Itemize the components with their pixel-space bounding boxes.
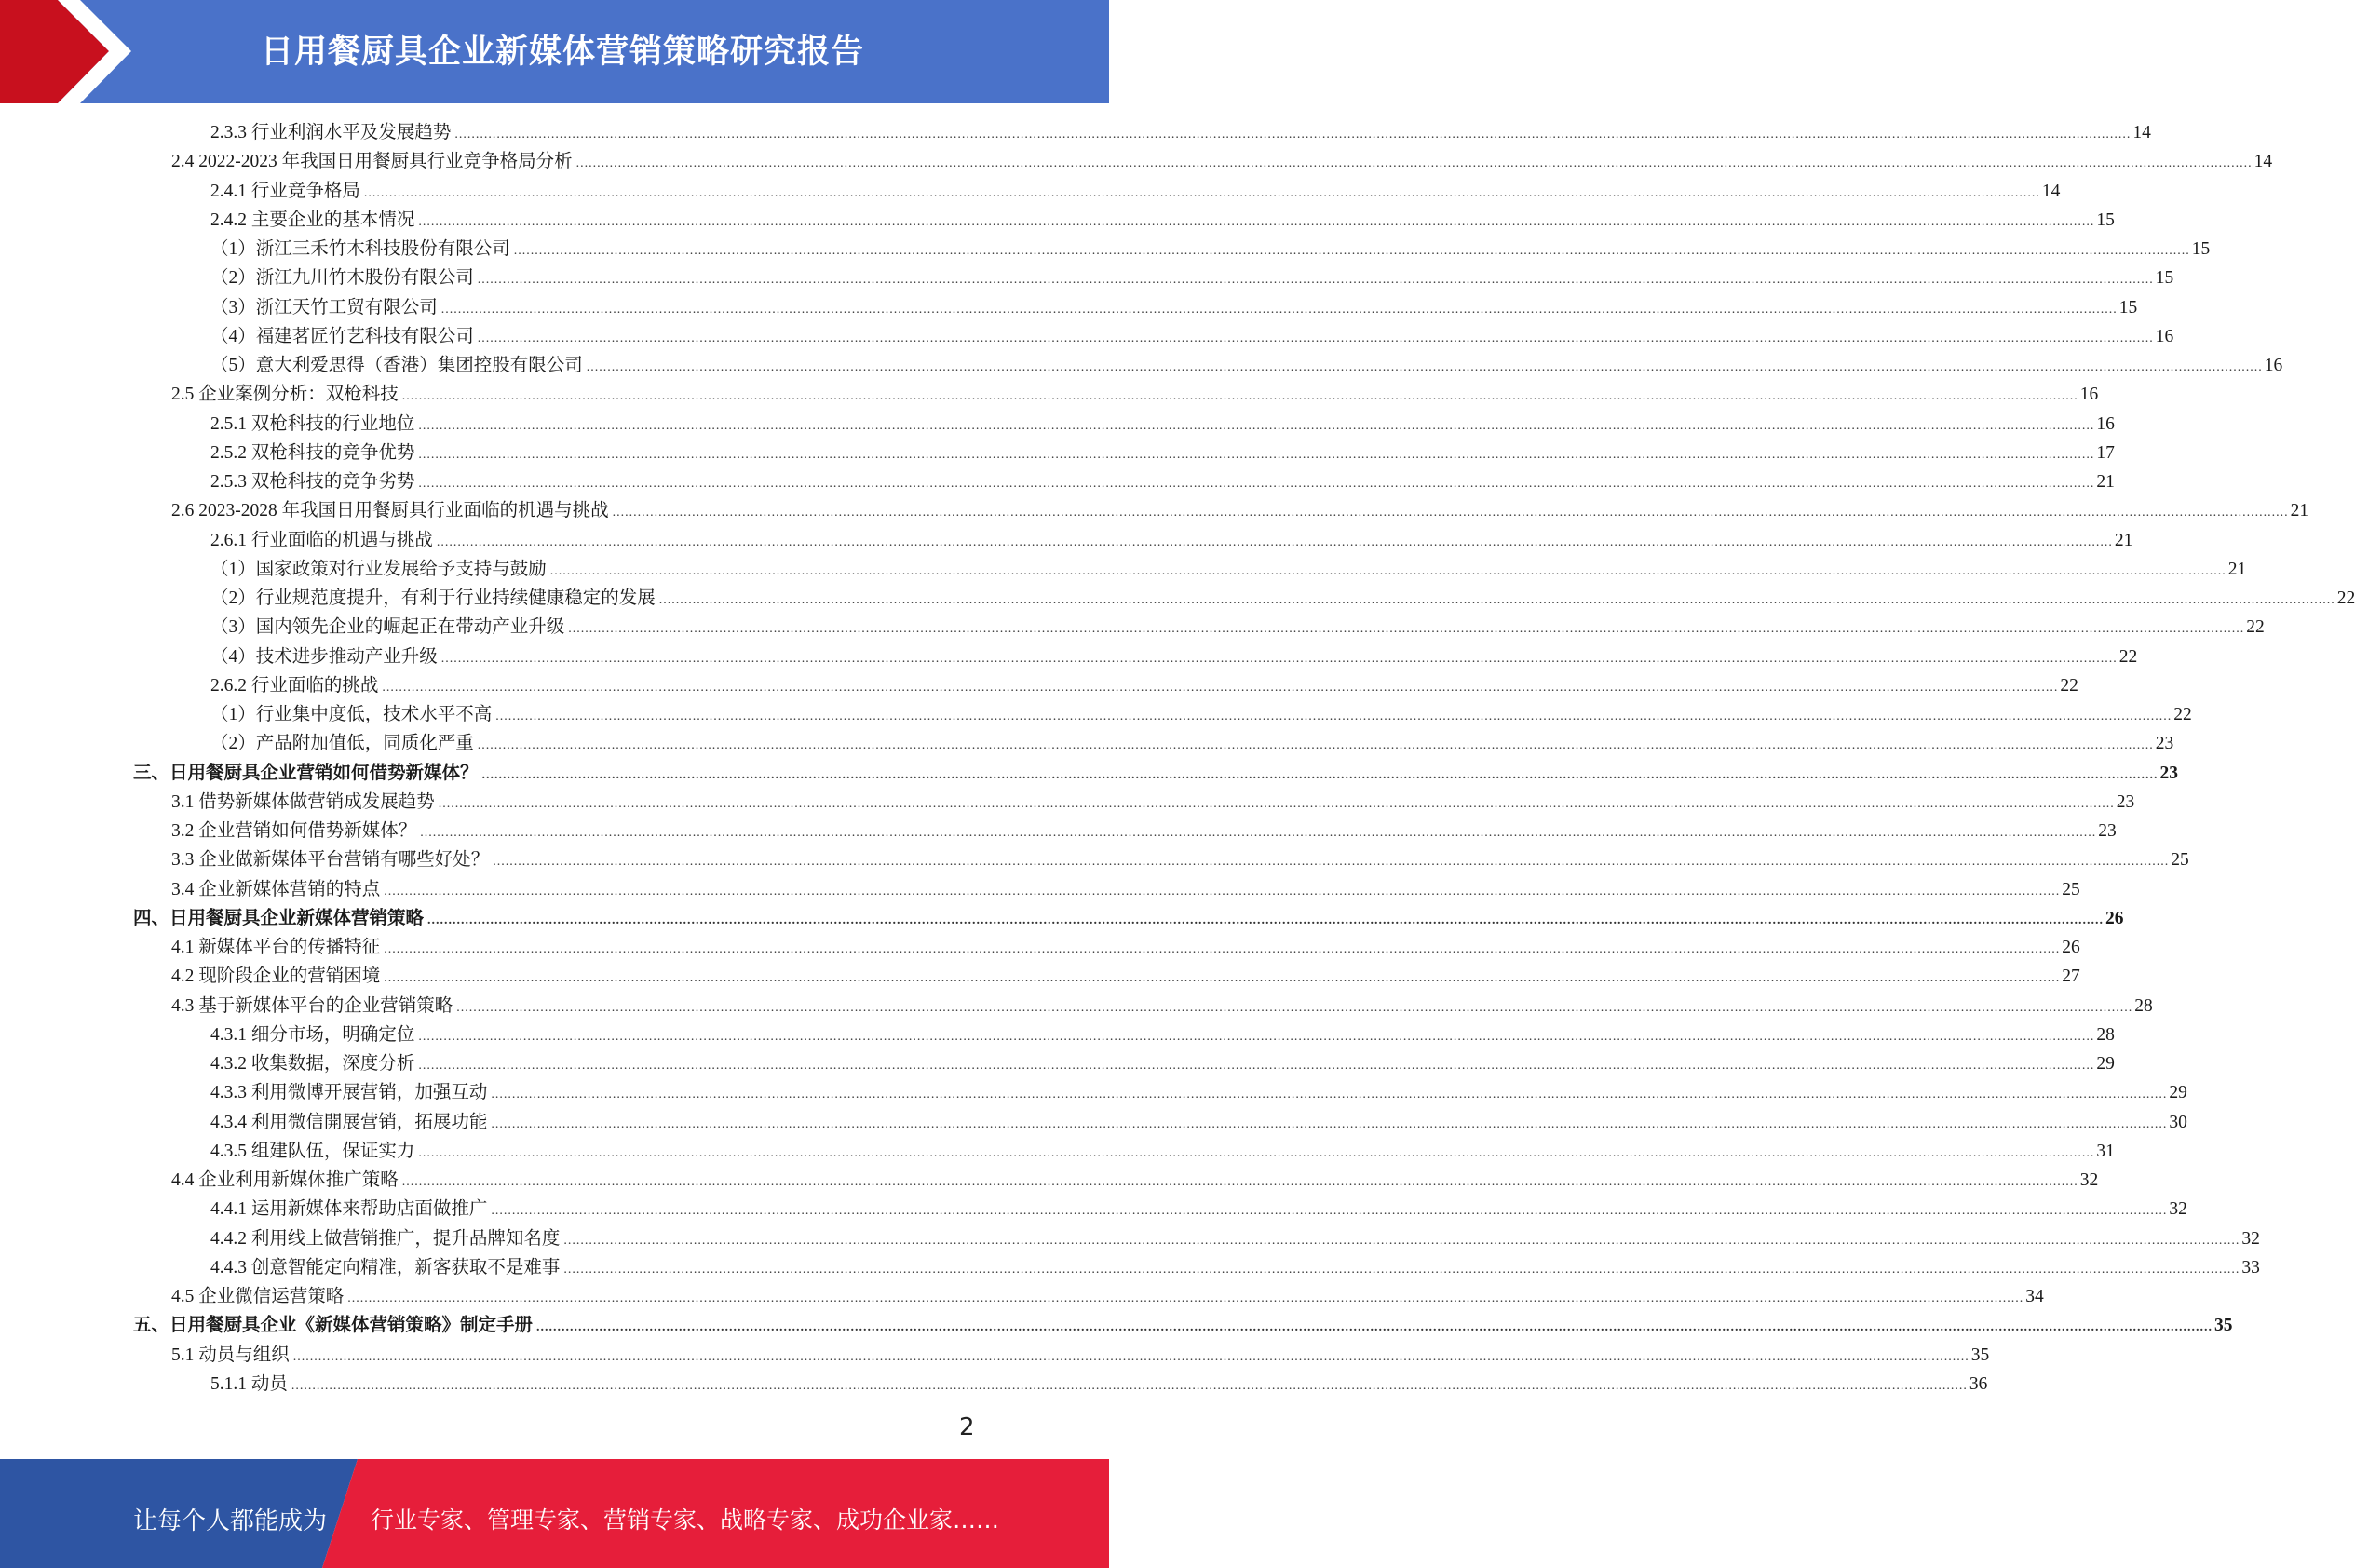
toc-entry-page: 36 bbox=[1969, 1374, 1988, 1394]
toc-entry-title: 2.6 2023-2028 年我国日用餐厨具行业面临的机遇与挑战 bbox=[171, 501, 609, 520]
toc-leader-dots: ................................................................................................................................................................................................................................................................................................................................................................................................................ bbox=[401, 1175, 2078, 1189]
toc-entry-page: 15 bbox=[2155, 268, 2174, 288]
toc-entry-title: 4.3.5 组建队伍，保证实力 bbox=[210, 1142, 415, 1161]
toc-entry[interactable] bbox=[171, 1341, 1990, 1370]
toc-entry-page: 15 bbox=[2118, 298, 2138, 318]
toc-entry-page: 25 bbox=[2062, 880, 2080, 899]
toc-leader-dots: ................................................................................................................................................................................................................................................................................................................................................................................................................ bbox=[384, 942, 2061, 956]
toc-leader-dots: ................................................................................................................................................................................................................................................................................................................................................................................................................ bbox=[549, 564, 2226, 578]
header-banner bbox=[0, 0, 1109, 103]
toc-entry-title: 3.1 借势新媒体做营销成发展趋势 bbox=[171, 792, 435, 812]
toc-entry-page: 23 bbox=[2159, 764, 2179, 783]
toc-entry-title: 2.5 企业案例分析：双枪科技 bbox=[171, 385, 399, 404]
toc-entry-page: 31 bbox=[2096, 1142, 2115, 1161]
toc-entry-title: 2.5.3 双枪科技的竞争劣势 bbox=[210, 472, 415, 492]
toc-leader-dots: ................................................................................................................................................................................................................................................................................................................................................................................................................ bbox=[568, 622, 2245, 636]
toc-entry-title: 4.4.2 利用线上做营销推广，提升品牌知名度 bbox=[210, 1229, 561, 1249]
toc-entry[interactable] bbox=[210, 1137, 2115, 1166]
toc-entry-page: 16 bbox=[2155, 327, 2174, 346]
toc-entry-title: 4.4 企业利用新媒体推广策略 bbox=[171, 1170, 399, 1190]
toc-entry-page: 16 bbox=[2079, 385, 2099, 404]
toc-entry[interactable] bbox=[171, 875, 2080, 904]
toc-entry[interactable] bbox=[171, 496, 2309, 525]
toc-leader-dots: ................................................................................................................................................................................................................................................................................................................................................................................................................ bbox=[491, 1088, 2168, 1102]
toc-entry[interactable] bbox=[210, 526, 2133, 555]
toc-leader-dots: ................................................................................................................................................................................................................................................................................................................................................................................................................ bbox=[291, 1379, 1968, 1393]
toc-entry[interactable] bbox=[210, 206, 2115, 235]
toc-entry-page: 15 bbox=[2191, 239, 2211, 259]
toc-entry-title: （3）浙江天竹工贸有限公司 bbox=[210, 298, 438, 318]
toc-leader-dots: ................................................................................................................................................................................................................................................................................................................................................................................................................ bbox=[292, 1350, 1969, 1364]
toc-leader-dots: ................................................................................................................................................................................................................................................................................................................................................................................................................ bbox=[418, 477, 2095, 491]
toc-entry[interactable] bbox=[133, 904, 2124, 933]
toc-entry-title: 2.5.1 双枪科技的行业地位 bbox=[210, 414, 415, 434]
toc-entry[interactable] bbox=[171, 1282, 2044, 1311]
toc-entry-title: 4.4.3 创意智能定向精准，新客获取不是难事 bbox=[210, 1258, 561, 1277]
toc-entry[interactable] bbox=[171, 845, 2189, 874]
toc-leader-dots: ................................................................................................................................................................................................................................................................................................................................................................................................................ bbox=[477, 738, 2154, 752]
toc-leader-dots: ................................................................................................................................................................................................................................................................................................................................................................................................................ bbox=[456, 1001, 2133, 1015]
footer-slogan-left: 让每个人都能成为 bbox=[133, 1507, 328, 1535]
toc-leader-dots: ................................................................................................................................................................................................................................................................................................................................................................................................................ bbox=[418, 1059, 2095, 1073]
toc-leader-dots: ................................................................................................................................................................................................................................................................................................................................................................................................................ bbox=[454, 128, 2132, 142]
toc-entry[interactable] bbox=[210, 439, 2115, 467]
toc-leader-dots: ................................................................................................................................................................................................................................................................................................................................................................................................................ bbox=[384, 885, 2061, 899]
toc-entry[interactable] bbox=[210, 729, 2174, 758]
toc-entry-page: 33 bbox=[2241, 1258, 2260, 1277]
toc-leader-dots: ................................................................................................................................................................................................................................................................................................................................................................................................................ bbox=[440, 652, 2118, 666]
chevron-arrow-icon bbox=[0, 0, 149, 103]
toc-entry[interactable] bbox=[210, 1078, 2187, 1107]
toc-leader-dots: ................................................................................................................................................................................................................................................................................................................................................................................................................ bbox=[586, 360, 2263, 374]
toc-entry-page: 22 bbox=[2246, 617, 2265, 637]
toc-entry-title: （1）浙江三禾竹木科技股份有限公司 bbox=[210, 239, 510, 259]
toc-entry-page: 22 bbox=[2336, 588, 2355, 608]
toc-entry[interactable] bbox=[210, 1049, 2115, 1078]
toc-entry[interactable] bbox=[171, 147, 2273, 176]
toc-entry[interactable] bbox=[133, 759, 2179, 788]
toc-entry-title: （1）国家政策对行业发展给予支持与鼓励 bbox=[210, 560, 547, 579]
toc-entry-title: 2.4.2 主要企业的基本情况 bbox=[210, 210, 415, 230]
toc-entry-title: 2.5.2 双枪科技的竞争优势 bbox=[210, 443, 415, 463]
toc-leader-dots: ................................................................................................................................................................................................................................................................................................................................................................................................................ bbox=[418, 419, 2095, 433]
toc-entry-title: （3）国内领先企业的崛起正在带动产业升级 bbox=[210, 617, 565, 637]
toc-entry-title: （1）行业集中度低，技术水平不高 bbox=[210, 705, 493, 724]
toc-entry[interactable] bbox=[210, 584, 2355, 613]
toc-entry-page: 16 bbox=[2264, 356, 2283, 375]
toc-entry-title: 三、日用餐厨具企业营销如何借势新媒体？ bbox=[133, 764, 479, 783]
toc-leader-dots: ................................................................................................................................................................................................................................................................................................................................................................................................................ bbox=[563, 1234, 2240, 1248]
toc-entry-title: 五、日用餐厨具企业《新媒体营销策略》制定手册 bbox=[133, 1316, 534, 1335]
toc-entry-page: 28 bbox=[2134, 996, 2153, 1016]
toc-entry[interactable] bbox=[210, 467, 2115, 496]
toc-entry-page: 23 bbox=[2116, 792, 2135, 812]
toc-entry-title: 2.6.2 行业面临的挑战 bbox=[210, 676, 379, 696]
toc-entry-page: 25 bbox=[2171, 850, 2189, 870]
toc-leader-dots: ................................................................................................................................................................................................................................................................................................................................................................................................................ bbox=[491, 1204, 2168, 1218]
toc-entry-title: 2.3.3 行业利润水平及发展趋势 bbox=[210, 123, 452, 142]
toc-entry-title: 四、日用餐厨具企业新媒体营销策略 bbox=[133, 909, 425, 928]
report-title: 日用餐厨具企业新媒体营销策略研究报告 bbox=[261, 34, 865, 71]
toc-entry[interactable] bbox=[210, 700, 2192, 729]
toc-entry[interactable] bbox=[210, 351, 2283, 380]
toc-entry-title: 2.4 2022-2023 年我国日用餐厨具行业竞争格局分析 bbox=[171, 152, 573, 171]
toc-leader-dots: ................................................................................................................................................................................................................................................................................................................................................................................................................ bbox=[384, 971, 2061, 985]
toc-leader-dots: ................................................................................................................................................................................................................................................................................................................................................................................................................ bbox=[563, 1263, 2240, 1277]
toc-leader-dots: ................................................................................................................................................................................................................................................................................................................................................................................................................ bbox=[612, 506, 2289, 520]
toc-entry[interactable] bbox=[210, 264, 2174, 292]
toc-entry[interactable] bbox=[210, 410, 2115, 439]
toc-entry-title: 4.3.1 细分市场，明确定位 bbox=[210, 1025, 415, 1045]
toc-entry-page: 14 bbox=[2132, 123, 2151, 142]
toc-entry-title: 4.4.1 运用新媒体来帮助店面做推广 bbox=[210, 1199, 488, 1219]
toc-entry-page: 21 bbox=[2290, 501, 2309, 520]
toc-leader-dots: ................................................................................................................................................................................................................................................................................................................................................................................................................ bbox=[477, 273, 2154, 287]
toc-leader-dots: ................................................................................................................................................................................................................................................................................................................................................................................................................ bbox=[440, 303, 2118, 317]
page-number: 2 bbox=[959, 1413, 975, 1441]
toc-entry[interactable] bbox=[210, 1253, 2260, 1282]
toc-entry-title: 4.3 基于新媒体平台的企业营销策略 bbox=[171, 996, 453, 1016]
toc-entry-page: 32 bbox=[2241, 1229, 2260, 1249]
toc-entry-page: 27 bbox=[2062, 966, 2080, 986]
toc-entry[interactable] bbox=[210, 1021, 2115, 1049]
toc-entry[interactable] bbox=[210, 1195, 2187, 1223]
toc-entry-title: 4.3.2 收集数据，深度分析 bbox=[210, 1054, 415, 1074]
toc-entry[interactable] bbox=[210, 1108, 2187, 1137]
toc-entry-title: 4.1 新媒体平台的传播特征 bbox=[171, 938, 381, 957]
toc-entry[interactable] bbox=[171, 992, 2153, 1021]
toc-entry-title: 3.2 企业营销如何借势新媒体？ bbox=[171, 821, 417, 841]
toc-entry-title: （4）技术进步推动产业升级 bbox=[210, 647, 438, 667]
toc-entry-page: 21 bbox=[2227, 560, 2247, 579]
toc-entry[interactable] bbox=[171, 1166, 2099, 1195]
footer-banner bbox=[0, 1459, 1109, 1568]
toc-entry[interactable] bbox=[210, 671, 2078, 700]
toc-entry-title: 3.4 企业新媒体营销的特点 bbox=[171, 880, 381, 899]
toc-entry-page: 32 bbox=[2079, 1170, 2099, 1190]
toc-entry[interactable] bbox=[210, 118, 2151, 147]
toc-entry-title: （2）产品附加值低，同质化严重 bbox=[210, 734, 474, 753]
toc-leader-dots: ................................................................................................................................................................................................................................................................................................................................................................................................................ bbox=[347, 1291, 2024, 1305]
toc-entry-page: 22 bbox=[2173, 705, 2192, 724]
toc-entry-page: 29 bbox=[2096, 1054, 2115, 1074]
toc-entry[interactable] bbox=[210, 235, 2211, 264]
toc-leader-dots: ................................................................................................................................................................................................................................................................................................................................................................................................................ bbox=[495, 710, 2172, 723]
toc-entry-page: 14 bbox=[2253, 152, 2273, 171]
toc-entry[interactable] bbox=[210, 642, 2138, 671]
toc-entry-title: （2）行业规范度提升，有利于行业持续健康稳定的发展 bbox=[210, 588, 656, 608]
toc-leader-dots: ................................................................................................................................................................................................................................................................................................................................................................................................................ bbox=[427, 913, 2105, 927]
toc-entry-page: 16 bbox=[2096, 414, 2115, 434]
toc-entry-title: （2）浙江九川竹木股份有限公司 bbox=[210, 268, 474, 288]
toc-leader-dots: ................................................................................................................................................................................................................................................................................................................................................................................................................ bbox=[438, 797, 2115, 811]
toc-entry-page: 30 bbox=[2169, 1113, 2187, 1132]
toc-leader-dots: ................................................................................................................................................................................................................................................................................................................................................................................................................ bbox=[491, 1117, 2168, 1131]
toc-leader-dots: ................................................................................................................................................................................................................................................................................................................................................................................................................ bbox=[418, 1146, 2095, 1160]
toc-entry-page: 29 bbox=[2169, 1083, 2187, 1102]
toc-entry[interactable] bbox=[210, 293, 2138, 322]
toc-entry-page: 35 bbox=[2214, 1316, 2233, 1335]
toc-entry-title: 4.2 现阶段企业的营销困境 bbox=[171, 966, 381, 986]
toc-entry[interactable] bbox=[210, 1224, 2260, 1253]
toc-leader-dots: ................................................................................................................................................................................................................................................................................................................................................................................................................ bbox=[477, 331, 2154, 345]
toc-entry-title: 5.1 动员与组织 bbox=[171, 1345, 290, 1365]
toc-leader-dots: ................................................................................................................................................................................................................................................................................................................................................................................................................ bbox=[418, 1030, 2095, 1044]
toc-entry-page: 23 bbox=[2155, 734, 2174, 753]
toc-entry-page: 26 bbox=[2062, 938, 2080, 957]
toc-entry-page: 22 bbox=[2118, 647, 2138, 667]
toc-entry-title: 4.3.3 利用微博开展营销，加强互动 bbox=[210, 1083, 488, 1102]
toc-entry[interactable] bbox=[210, 177, 2061, 206]
toc-leader-dots: ................................................................................................................................................................................................................................................................................................................................................................................................................ bbox=[493, 855, 2170, 869]
toc-leader-dots: ................................................................................................................................................................................................................................................................................................................................................................................................................ bbox=[513, 244, 2190, 258]
toc-entry-page: 35 bbox=[1970, 1345, 1990, 1365]
toc-entry-page: 26 bbox=[2105, 909, 2124, 928]
toc-entry[interactable] bbox=[210, 555, 2247, 584]
toc-entry[interactable] bbox=[210, 613, 2265, 642]
toc-entry[interactable] bbox=[210, 322, 2174, 351]
toc-entry-title: 3.3 企业做新媒体平台营销有哪些好处？ bbox=[171, 850, 490, 870]
toc-entry-page: 21 bbox=[2096, 472, 2115, 492]
toc-leader-dots: ................................................................................................................................................................................................................................................................................................................................................................................................................ bbox=[382, 681, 2059, 695]
toc-entry[interactable] bbox=[171, 962, 2080, 991]
toc-leader-dots: ................................................................................................................................................................................................................................................................................................................................................................................................................ bbox=[536, 1320, 2213, 1334]
toc-leader-dots: ................................................................................................................................................................................................................................................................................................................................................................................................................ bbox=[363, 186, 2040, 200]
toc-entry-title: 2.6.1 行业面临的机遇与挑战 bbox=[210, 531, 433, 550]
toc-entry[interactable] bbox=[171, 788, 2135, 817]
toc-entry-page: 23 bbox=[2098, 821, 2117, 841]
toc-entry-page: 32 bbox=[2169, 1199, 2187, 1219]
toc-entry-page: 21 bbox=[2114, 531, 2133, 550]
toc-entry-page: 22 bbox=[2060, 676, 2078, 696]
toc-entry-page: 34 bbox=[2025, 1287, 2044, 1306]
toc-entry[interactable] bbox=[133, 1311, 2233, 1340]
toc-entry-title: 2.4.1 行业竞争格局 bbox=[210, 182, 360, 201]
toc-entry[interactable] bbox=[171, 817, 2117, 845]
toc-entry-title: 5.1.1 动员 bbox=[210, 1374, 288, 1394]
toc-leader-dots: ................................................................................................................................................................................................................................................................................................................................................................................................................ bbox=[436, 535, 2113, 549]
toc-entry-title: （5）意大利爱思得（香港）集团控股有限公司 bbox=[210, 356, 583, 375]
toc-entry-title: （4）福建茗匠竹艺科技有限公司 bbox=[210, 327, 474, 346]
toc-leader-dots: ................................................................................................................................................................................................................................................................................................................................................................................................................ bbox=[481, 768, 2159, 782]
toc-entry-page: 15 bbox=[2096, 210, 2115, 230]
toc-entry-page: 14 bbox=[2041, 182, 2061, 201]
toc-entry-page: 28 bbox=[2096, 1025, 2115, 1045]
toc-entry-title: 4.5 企业微信运营策略 bbox=[171, 1287, 345, 1306]
toc-leader-dots: ................................................................................................................................................................................................................................................................................................................................................................................................................ bbox=[420, 826, 2097, 840]
toc-leader-dots: ................................................................................................................................................................................................................................................................................................................................................................................................................ bbox=[575, 156, 2253, 170]
toc-leader-dots: ................................................................................................................................................................................................................................................................................................................................................................................................................ bbox=[418, 215, 2095, 229]
toc-entry[interactable] bbox=[210, 1370, 1988, 1399]
footer-slogan-right: 行业专家、管理专家、营销专家、战略专家、成功企业家…… bbox=[371, 1507, 1000, 1534]
toc-entry[interactable] bbox=[171, 933, 2080, 962]
toc-leader-dots: ................................................................................................................................................................................................................................................................................................................................................................................................................ bbox=[658, 593, 2335, 607]
toc-leader-dots: ................................................................................................................................................................................................................................................................................................................................................................................................................ bbox=[401, 389, 2078, 403]
toc-entry-title: 4.3.4 利用微信開展营销，拓展功能 bbox=[210, 1113, 488, 1132]
toc-entry-page: 17 bbox=[2096, 443, 2115, 463]
toc-entry[interactable] bbox=[171, 380, 2099, 409]
toc-leader-dots: ................................................................................................................................................................................................................................................................................................................................................................................................................ bbox=[418, 448, 2095, 462]
